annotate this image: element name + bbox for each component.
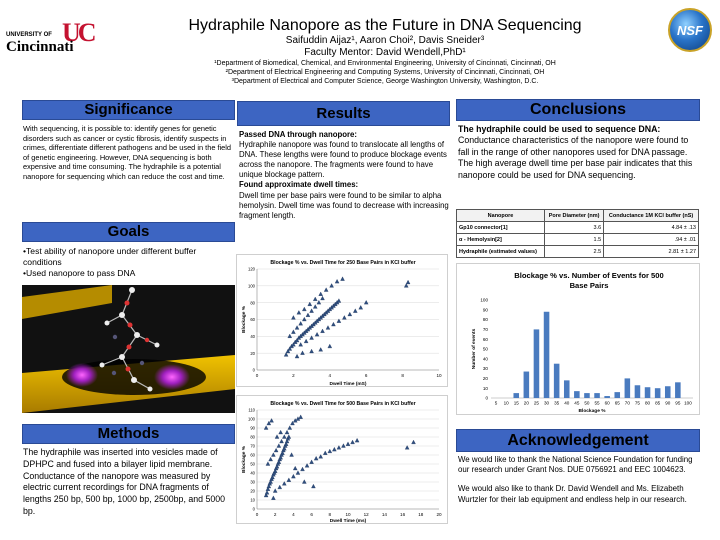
scatter-point — [319, 292, 323, 296]
poster-header — [110, 16, 660, 86]
affiliation-1: ¹Department of Biomedical, Chemical, and Environmental Engineering, University of Cincinnati, Cincinnati, OH — [214, 60, 556, 67]
goals-heading: Goals — [22, 222, 235, 242]
scatter-point — [324, 288, 328, 292]
bar — [645, 387, 651, 398]
scatter-point — [302, 317, 306, 321]
scatter-point — [295, 326, 299, 330]
y-tick-label: 20 — [250, 350, 255, 356]
x-tick-label: 0 — [255, 373, 259, 378]
x-tick-label: 20 — [523, 400, 529, 406]
y-tick-label: 60 — [250, 317, 255, 323]
bar — [584, 393, 590, 398]
scatter-point — [266, 462, 270, 466]
x-tick-label: 5 — [494, 400, 498, 406]
table-cell: 3.6 — [545, 222, 604, 234]
scatter-point — [306, 313, 310, 317]
x-tick-label: 10 — [503, 400, 509, 406]
scatter-point — [297, 310, 301, 314]
scatter-point — [326, 326, 330, 330]
x-tick-label: 35 — [554, 400, 560, 406]
bar — [594, 393, 600, 398]
nsf-logo-text: NSF — [677, 23, 703, 38]
x-tick-label: 15 — [513, 400, 519, 406]
scatter-point — [295, 354, 299, 358]
hydraphile-molecule-image — [22, 285, 235, 413]
bar — [534, 329, 540, 398]
significance-text: With sequencing, it is possible to: identify genes for genetic disorders such as cancer or cystic fibrosis, identify suspects in crimes, differentiate different pathogens and be used in the field of genetic engineering. However, DNA sequencing is both expensive and time consuming. The hydraphile is a potential nanopore for sequencing which can reduce the cost and time. — [23, 124, 232, 181]
bar — [675, 382, 681, 398]
conclusions-lead: The hydraphile could be used to sequence DNA: — [458, 124, 661, 134]
bar — [554, 364, 560, 398]
scatter-point — [287, 435, 291, 439]
bar — [574, 391, 580, 398]
conclusions-text: Conductance characteristics of the nanopore were found to fall in the range of other nanopores used for DNA passage. The high average dwell time per base pair indicates that this nanopore could be used for DNA sequencing. — [458, 135, 693, 180]
scatter-point — [341, 277, 345, 281]
x-tick-label: 12 — [363, 512, 369, 517]
scatter-point — [296, 471, 300, 475]
scatter-point — [353, 309, 357, 313]
x-tick-label: 100 — [684, 400, 692, 406]
poster-mentor: Faculty Mentor: David Wendell,PhD¹ — [304, 47, 466, 58]
scatter-point — [342, 316, 346, 320]
y-tick-label: 0 — [485, 395, 488, 401]
y-tick-label: 80 — [482, 317, 488, 323]
table-row — [457, 222, 699, 234]
table-cell: α - Hemolysin[2] — [457, 234, 545, 246]
scatter-point — [301, 351, 305, 355]
table-cell: Hydraphile (estimated values) — [457, 246, 545, 258]
scatter-point — [321, 329, 325, 333]
acknowledgement-paragraph-2: We would also like to thank Dr. David Wendell and Ms. Elizabeth Wurtzler for their lab equipment and endless help in our research. — [458, 484, 687, 504]
scatter-point — [287, 478, 291, 482]
acknowledgement-heading: Acknowledgement — [456, 429, 700, 452]
scatter-point — [330, 284, 334, 288]
x-tick-label: 2 — [292, 373, 295, 378]
x-tick-label: 6 — [310, 512, 313, 517]
scatter-point — [269, 457, 273, 461]
uc-logo-mark: UC — [62, 18, 94, 47]
table-header-conductance: Conductance 1M KCl buffer (nS) — [604, 210, 699, 222]
x-tick-label: 10 — [345, 512, 351, 517]
results-body — [239, 130, 449, 221]
scatter-point — [277, 444, 281, 448]
x-tick-label: 8 — [401, 373, 404, 378]
nsf-logo — [668, 8, 712, 52]
y-tick-label: 0 — [252, 506, 255, 512]
x-axis-label: Dwell Time (mS) — [329, 382, 367, 387]
table-row — [457, 234, 699, 246]
scatter-point — [273, 489, 277, 493]
y-tick-label: 40 — [250, 470, 255, 476]
y-tick-label: 10 — [482, 385, 488, 391]
y-tick-label: 20 — [250, 488, 255, 494]
y-axis-label: Blockage % — [242, 446, 247, 473]
x-tick-label: 6 — [364, 373, 368, 378]
scatter-point — [328, 449, 332, 453]
y-tick-label: 80 — [250, 434, 255, 440]
molecule-illustration — [22, 285, 235, 413]
scatter-point — [310, 309, 314, 313]
table-cell: 1.5 — [545, 234, 604, 246]
x-tick-label: 2 — [273, 512, 277, 517]
table-header-nanopore: Nanopore — [457, 210, 545, 222]
scatter-point — [299, 415, 303, 419]
scatter-point — [280, 439, 284, 443]
scatter-point — [288, 334, 292, 338]
scatter-point — [346, 442, 350, 446]
methods-heading: Methods — [22, 424, 235, 444]
x-tick-label: 50 — [584, 400, 590, 406]
scatter-point — [337, 299, 341, 303]
x-tick-label: 25 — [533, 400, 540, 406]
x-tick-label: 45 — [574, 400, 580, 406]
scatter-point — [313, 305, 317, 309]
y-tick-label: 70 — [482, 327, 488, 332]
scatter-point — [311, 484, 315, 488]
goal-item-1: •Test ability of nanopore under different buffer conditions — [23, 246, 197, 267]
results-paragraph-1: Hydraphile nanopore was found to translocate all lengths of DNA. These lengths were found to produce blockage events across the nanopore. The fragments were found to have unique blockage pattern. — [239, 140, 447, 180]
affiliation-2: ²Department of Electrical Engineering and Computing Systems, University of Cincinnati, Cincinnati, OH — [225, 69, 545, 76]
table-header-diameter: Pore Diameter (nm) — [545, 210, 604, 222]
university-of-cincinnati-logo — [4, 16, 104, 56]
scatter-point — [341, 444, 345, 448]
x-tick-label: 65 — [614, 400, 620, 406]
scatter-point — [359, 305, 363, 309]
scatter-point — [313, 297, 317, 301]
x-tick-label: 14 — [381, 512, 387, 517]
methods-text: The hydraphile was inserted into vesicles made of DPHPC and fused into a bilayer lipid membrane. Conductance of the nanopore was measured by electric current recordings for DNA fragments of lengths 250 bp, 500 bp, 1000 bp, 2500bp, and 5000 bp. — [23, 447, 226, 516]
x-tick-label: 60 — [604, 400, 610, 406]
y-tick-label: 70 — [250, 443, 255, 449]
bar — [604, 396, 610, 398]
scatter-point — [299, 321, 303, 325]
x-tick-label: 16 — [400, 512, 406, 517]
x-tick-label: 4 — [328, 373, 332, 378]
bar — [635, 385, 641, 398]
scatter-point — [310, 349, 314, 353]
table-cell: 4.84 ± .13 — [604, 222, 699, 234]
affiliation-3: ³Department of Electrical and Computer Science, George Washington University, Washington, D.C. — [231, 78, 539, 85]
y-tick-label: 0 — [252, 367, 255, 373]
x-tick-label: 70 — [624, 400, 630, 406]
x-tick-label: 18 — [418, 512, 424, 517]
scatter-point — [348, 312, 352, 316]
y-tick-label: 90 — [250, 425, 255, 431]
x-tick-label: 8 — [328, 512, 332, 517]
poster-title: Hydraphile Nanopore as the Future in DNA Sequencing — [188, 17, 582, 34]
y-tick-label: 100 — [248, 283, 255, 289]
poster-authors: Saifuddin Aijaz¹, Aaron Choi², Davis Sneider³ — [285, 35, 485, 46]
bar — [513, 393, 519, 398]
bar — [625, 378, 631, 398]
uc-logo-line1: UNIVERSITY OF — [6, 32, 52, 38]
y-tick-label: 40 — [250, 333, 255, 339]
results-paragraph-2: Dwell time per base pairs were found to be similar to alpha hemolysin. Dwell time was found to decrease with increasing fragment length. — [239, 190, 449, 220]
x-tick-label: 20 — [436, 512, 442, 517]
x-axis-label: Blockage % — [578, 409, 606, 414]
scatter-point — [355, 438, 359, 442]
bar-chart-500bp-svg — [457, 264, 701, 416]
scatter-point — [310, 460, 314, 464]
scatter-point — [275, 435, 279, 439]
x-tick-label: 85 — [655, 400, 661, 406]
scatter-point — [332, 447, 336, 451]
scatter-point — [335, 279, 339, 283]
scatter-point — [412, 440, 416, 444]
bar — [524, 372, 530, 398]
bar — [665, 386, 671, 398]
scatter-point — [274, 448, 278, 452]
nanopore-comparison-table — [456, 209, 699, 258]
scatter-point — [271, 453, 275, 457]
chart-title: Blockage % vs. Dwell Time for 500 Base Pairs in KCl buffer — [270, 401, 416, 407]
y-tick-label: 60 — [250, 452, 255, 458]
y-tick-label: 10 — [250, 497, 255, 503]
y-tick-label: 20 — [482, 376, 488, 381]
goals-list — [23, 246, 235, 279]
results-subheading-2: Found approximate dwell times: — [239, 180, 359, 190]
significance-heading: Significance — [22, 100, 235, 120]
x-tick-label: 30 — [543, 400, 550, 406]
bar-chart-500bp — [456, 263, 700, 415]
y-tick-label: 60 — [482, 336, 488, 342]
scatter-point — [304, 339, 308, 343]
x-tick-label: 0 — [255, 512, 259, 517]
scatter-point — [278, 485, 282, 489]
results-heading: Results — [237, 101, 450, 126]
table-cell: 2.5 — [545, 246, 604, 258]
y-tick-label: 40 — [482, 356, 488, 362]
scatter-chart-250bp — [236, 254, 448, 387]
y-tick-label: 110 — [248, 407, 255, 413]
x-axis-label: Dwell Time (ms) — [329, 519, 367, 524]
scatter-point — [323, 451, 327, 455]
scatter-point — [285, 430, 289, 434]
scatter-point — [302, 480, 306, 484]
scatter-point — [319, 348, 323, 352]
scatter-point — [301, 467, 305, 471]
y-tick-label: 50 — [482, 346, 488, 352]
scatter-point — [282, 435, 286, 439]
conclusions-body — [458, 124, 700, 181]
scatter-point — [351, 440, 355, 444]
scatter-point — [406, 280, 410, 284]
acknowledgement-paragraph-1: We would like to thank the National Science Foundation for funding our research under Grant Nos. DUE 0756921 and EEC 1004623. — [458, 455, 693, 475]
y-tick-label: 100 — [248, 416, 255, 422]
scatter-point — [291, 330, 295, 334]
scatter-point — [271, 496, 275, 500]
bar — [544, 312, 550, 398]
x-tick-label: 80 — [644, 400, 651, 406]
acknowledgement-body — [458, 455, 700, 505]
goal-item-2: •Used nanopore to pass DNA — [23, 268, 136, 278]
x-tick-label: 10 — [436, 373, 442, 378]
scatter-point — [331, 322, 335, 326]
scatter-point — [299, 342, 303, 346]
scatter-chart-500bp-svg — [237, 396, 449, 525]
y-tick-label: 120 — [248, 266, 255, 272]
x-tick-label: 40 — [564, 400, 570, 406]
y-tick-label: 50 — [250, 461, 255, 467]
y-axis-label: Number of events — [472, 328, 477, 370]
table-cell: 2.81 ± 1.27 — [604, 246, 699, 258]
y-axis-label: Blockage % — [242, 306, 247, 333]
scatter-point — [291, 316, 295, 320]
chart-title: Blockage % vs. Dwell Time for 250 Base Pairs in KCl buffer — [270, 260, 416, 266]
scatter-point — [290, 453, 294, 457]
y-tick-label: 30 — [250, 479, 255, 485]
scatter-chart-500bp — [236, 395, 448, 524]
chart-title: Blockage % vs. Number of Events for 500 — [514, 271, 664, 280]
chart-title-line2: Base Pairs — [569, 281, 609, 290]
scatter-point — [315, 332, 319, 336]
scatter-point — [302, 307, 306, 311]
y-tick-label: 90 — [482, 307, 488, 313]
x-tick-label: 75 — [634, 400, 641, 406]
scatter-point — [279, 430, 283, 434]
x-tick-label: 90 — [665, 400, 671, 406]
scatter-point — [364, 300, 368, 304]
scatter-point — [314, 456, 318, 460]
scatter-point — [321, 296, 325, 300]
y-tick-label: 30 — [482, 366, 488, 372]
bar — [564, 380, 570, 398]
conclusions-heading: Conclusions — [456, 99, 700, 121]
bar — [655, 388, 661, 398]
x-tick-label: 4 — [292, 512, 295, 517]
scatter-point — [291, 474, 295, 478]
scatter-point — [264, 426, 268, 430]
table-cell: .94 ± .01 — [604, 234, 699, 246]
table-row — [457, 246, 699, 258]
y-tick-label: 80 — [250, 300, 255, 306]
y-tick-label: 100 — [480, 297, 488, 303]
scatter-point — [328, 344, 332, 348]
x-tick-label: 55 — [594, 400, 600, 406]
results-subheading-1: Passed DNA through nanopore: — [239, 130, 357, 139]
scatter-chart-250bp-svg — [237, 255, 449, 388]
uc-logo-line2: Cincinnati — [6, 39, 74, 55]
table-cell: Gp10 connector[1] — [457, 222, 545, 234]
scatter-point — [293, 466, 297, 470]
bar — [614, 392, 620, 398]
scatter-point — [288, 426, 292, 430]
x-tick-label: 95 — [675, 400, 681, 406]
